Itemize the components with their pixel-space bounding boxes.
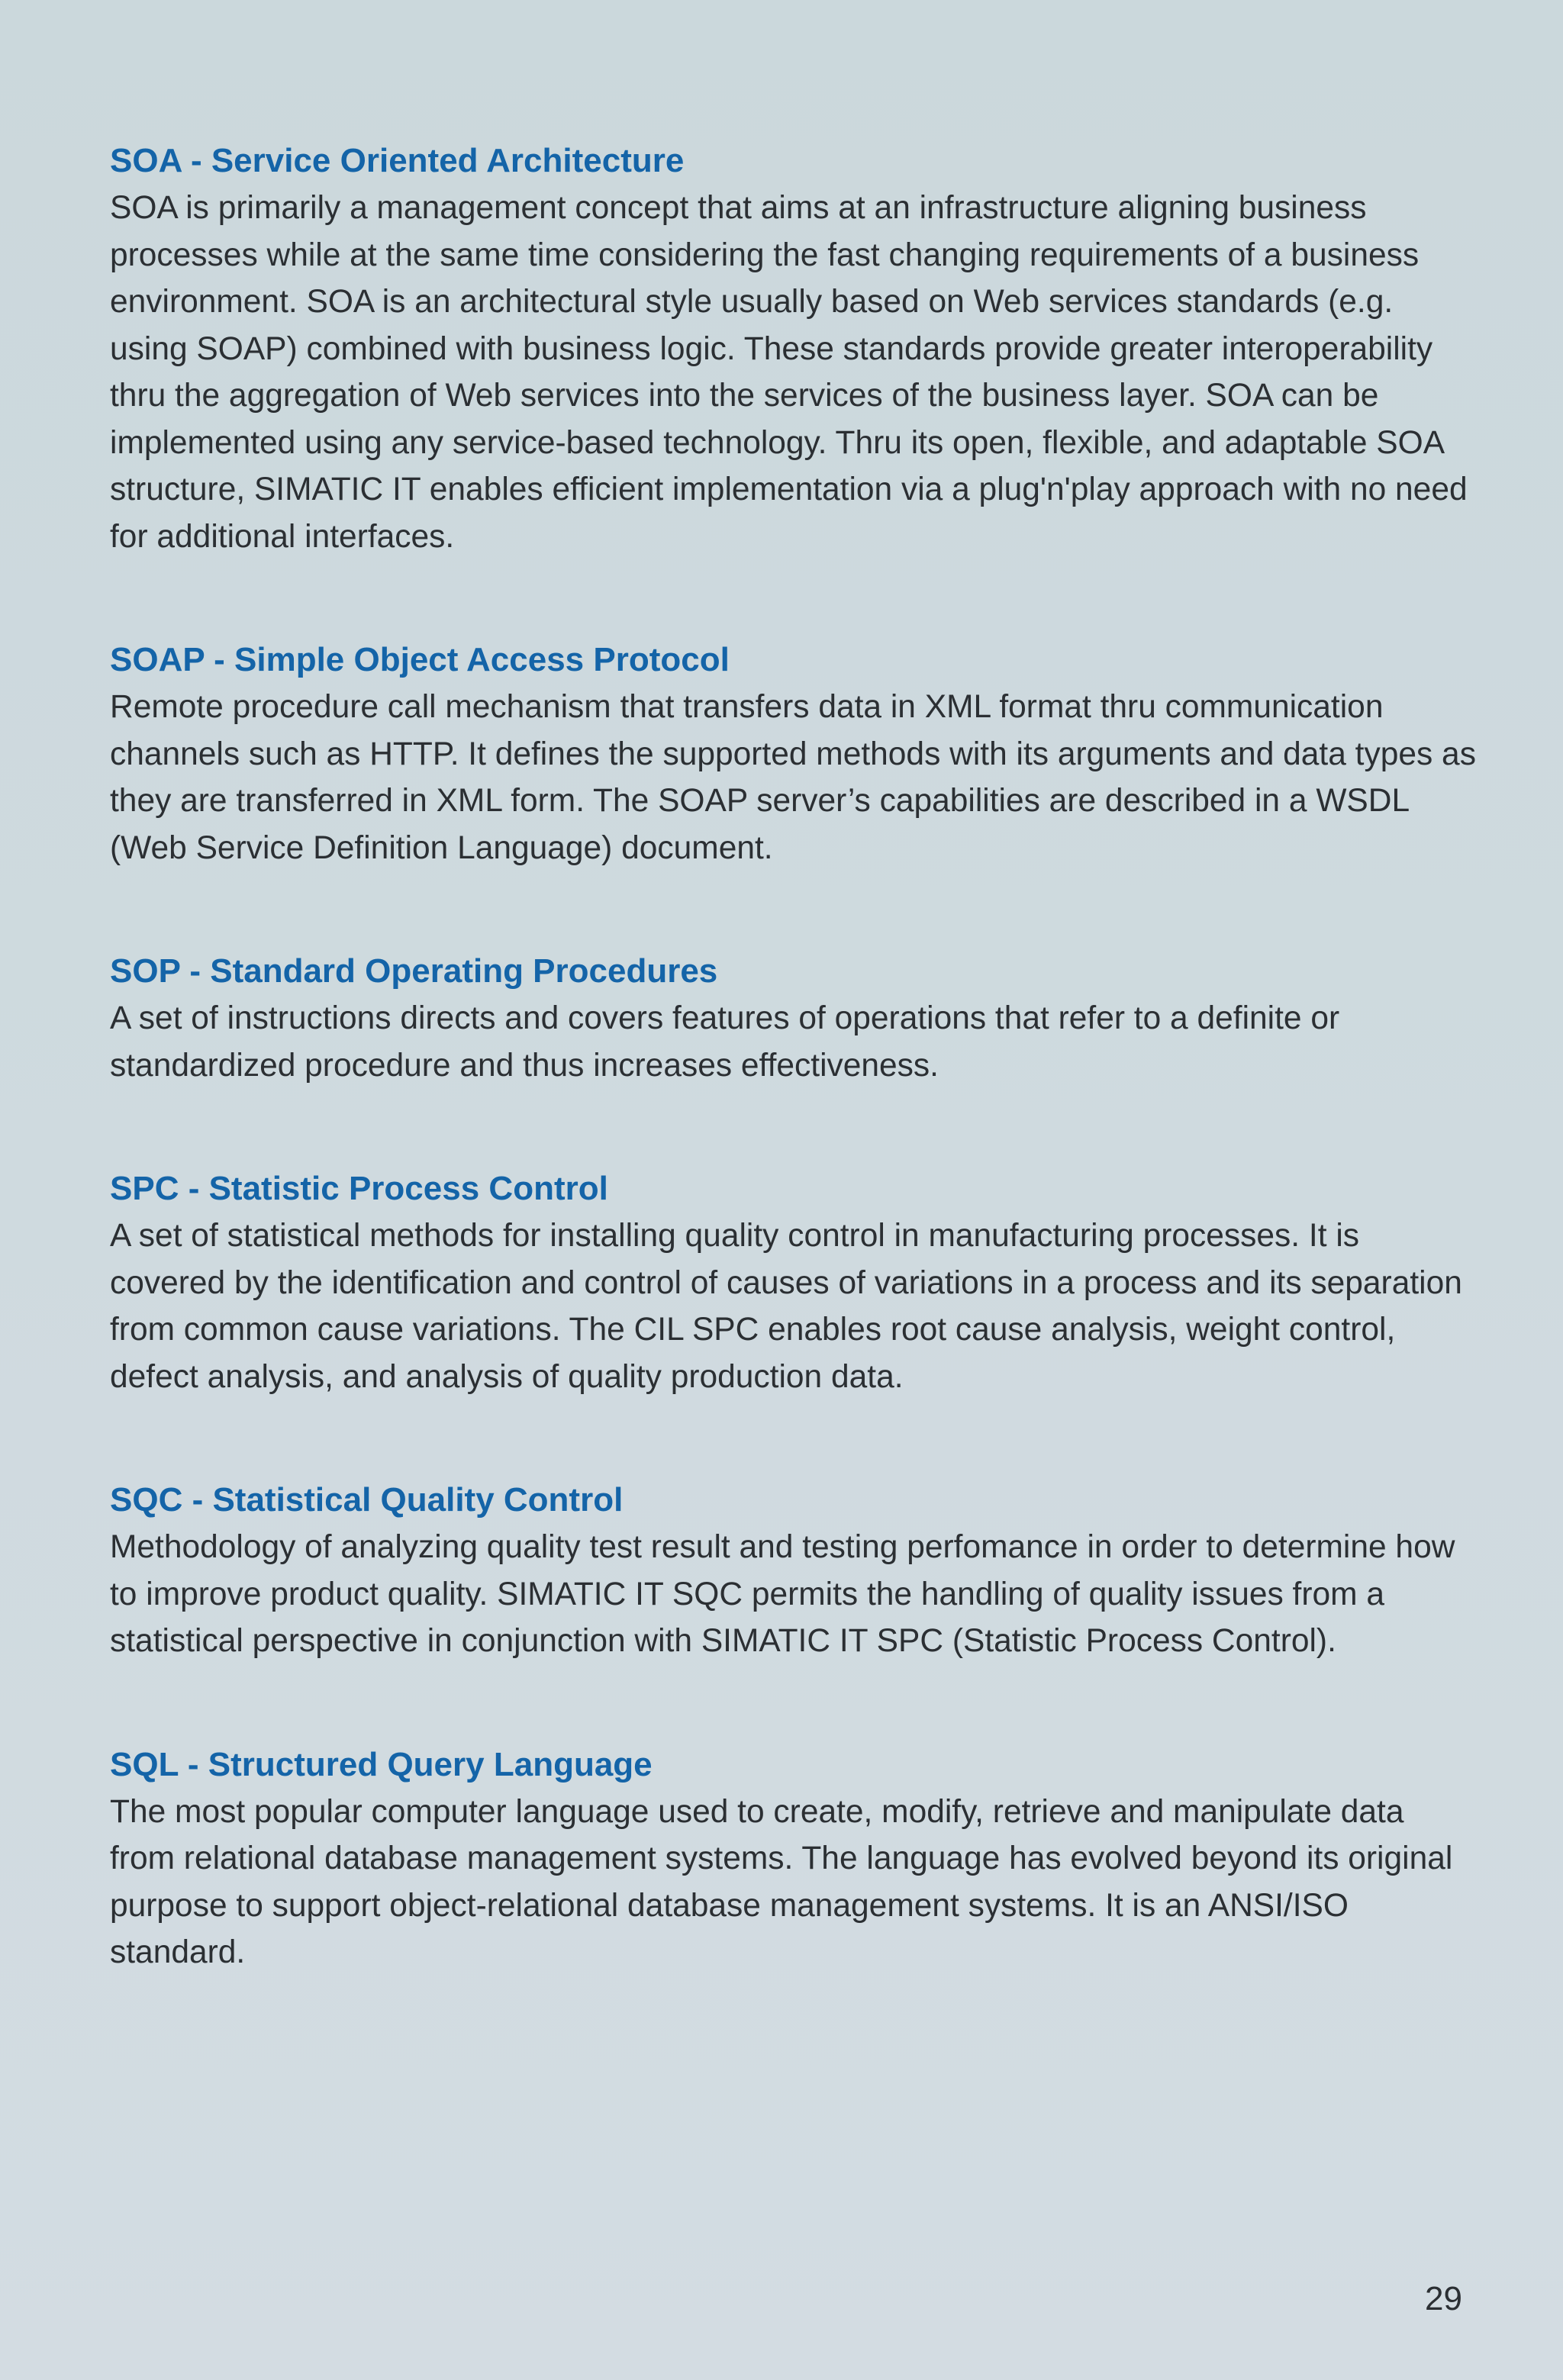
glossary-entry-sql [110, 1741, 1476, 1976]
term-definition: The most popular computer language used to create, modify, retrieve and manipulate data from relational database management systems. The language has evolved beyond its original purpose to support object-relational database management systems. It is an ANSI/ISO standard. [110, 1793, 1453, 1970]
glossary-entry-soap [110, 636, 1476, 871]
glossary-entry-spc [110, 1165, 1476, 1400]
term-heading: SQC - Statistical Quality Control [110, 1481, 624, 1518]
term-definition: Remote procedure call mechanism that transfers data in XML format thru communication channels such as HTTP. It defines the supported methods with its arguments and data types as they are transferred in XML form. The SOAP server’s capabilities are described in a WSDL (Web Service Definition Language) document. [110, 689, 1476, 866]
term-heading: SPC - Statistic Process Control [110, 1170, 608, 1207]
glossary-entry-sop [110, 948, 1476, 1089]
term-heading: SQL - Structured Query Language [110, 1745, 653, 1783]
term-heading: SOAP - Simple Object Access Protocol [110, 641, 730, 678]
term-heading: SOP - Standard Operating Procedures [110, 952, 718, 990]
term-definition: Methodology of analyzing quality test result and testing perfomance in order to determine how to improve product quality. SIMATIC IT SQC permits the handling of quality issues from a statistical perspective in conjunction with SIMATIC IT SPC (Statistic Process Control). [110, 1529, 1455, 1659]
term-definition: A set of instructions directs and covers features of operations that refer to a definite or standardized procedure and thus increases effectiveness. [110, 1000, 1340, 1084]
term-heading: SOA - Service Oriented Architecture [110, 142, 685, 179]
term-definition: SOA is primarily a management concept that aims at an infrastructure aligning business processes while at the same time considering the fast changing requirements of a business environment. SOA is an architectural style usually based on Web services standards (e.g. using SOAP) combined with business logic. These standards provide greater interoperability thru the aggregation of Web services into the services of the business layer. SOA can be implemented using any service-based technology. Thru its open, flexible, and adaptable SOA structure, SIMATIC IT enables efficient implementation via a plug'n'play approach with no need for additional interfaces. [110, 190, 1468, 555]
glossary-entry-sqc [110, 1477, 1476, 1665]
term-definition: A set of statistical methods for installing quality control in manufacturing processes. It is covered by the identification and control of causes of variations in a process and its separation from common cause variations. The CIL SPC enables root cause analysis, weight control, defect analysis, and analysis of quality production data. [110, 1218, 1462, 1395]
page-number: 29 [1425, 2280, 1462, 2317]
glossary-entry-soa [110, 137, 1476, 560]
glossary-page [110, 137, 1476, 1976]
